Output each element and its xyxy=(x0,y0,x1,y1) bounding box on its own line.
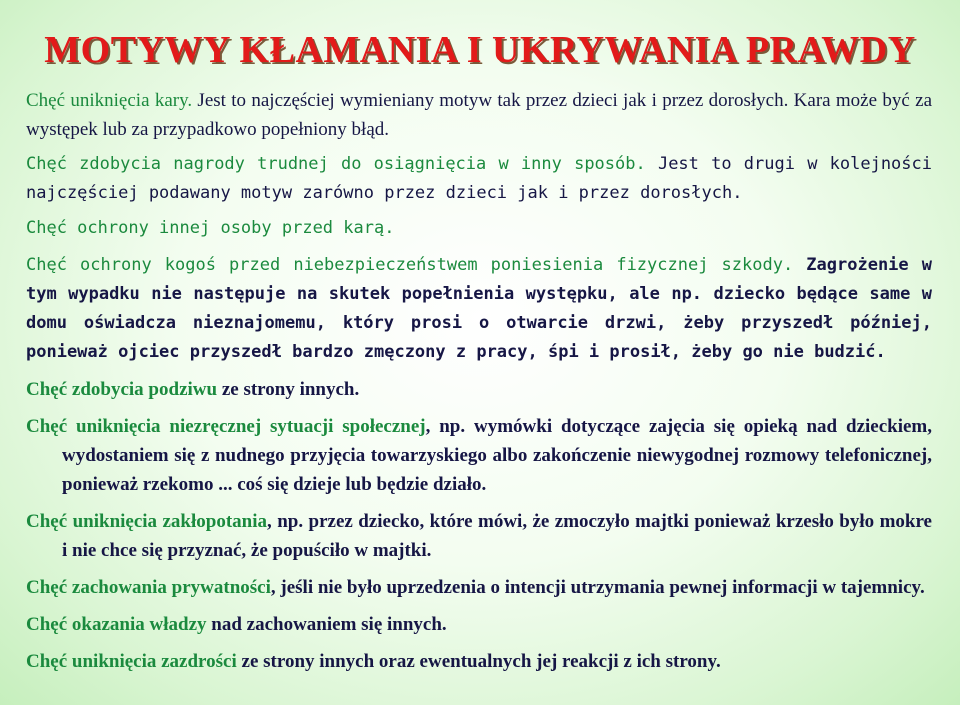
motive-text: Zagrożenie w tym wypadku nie następuje na skutek popełnienia występku, ale np. dziecko będące same w domu oświadcza nieznajomemu, który prosi o otwarcie drzwi, żeby przyszedł później, ponieważ ojciec przyszedł bardzo zmęczony z pracy, śpi i prosił, żeby go nie budzić. xyxy=(26,255,932,362)
motive-list xyxy=(26,86,932,676)
motive-item-1 xyxy=(26,86,932,144)
motive-text: ze strony innych oraz ewentualnych jej reakcji z ich strony. xyxy=(236,651,721,672)
motive-head: Chęć zachowania prywatności xyxy=(26,577,271,598)
motive-head: Chęć okazania władzy xyxy=(26,614,207,635)
motive-head: Chęć uniknięcia kary. xyxy=(26,90,193,111)
motive-text: ze strony innych. xyxy=(217,379,360,400)
motive-item-2 xyxy=(26,150,932,208)
motive-text: Jest to najczęściej wymieniany motyw tak przez dzieci jak i przez dorosłych. Kara może być za występek lub za przypadkowo popełniony błąd. xyxy=(26,90,932,140)
motive-head: Chęć uniknięcia niezręcznej sytuacji społecznej xyxy=(26,416,426,437)
motive-text: nad zachowaniem się innych. xyxy=(206,614,447,635)
motive-head: Chęć uniknięcia zazdrości xyxy=(26,651,237,672)
motive-head: Chęć zdobycia podziwu xyxy=(26,379,218,400)
motive-item-5 xyxy=(26,375,932,404)
motive-item-8 xyxy=(26,573,932,602)
motive-head: Chęć uniknięcia zakłopotania xyxy=(26,511,268,532)
motive-text: , np. przez dziecko, które mówi, że zmoczyło majtki ponieważ krzesło było mokre i nie chce się przyznać, że popuściło w majtki. xyxy=(62,511,932,561)
motive-head: Chęć ochrony kogoś przed niebezpieczeństwem poniesienia fizycznej szkody. xyxy=(26,255,794,275)
motive-text: Jest to drugi w kolejności najczęściej podawany motyw zarówno przez dzieci jak i przez dorosłych. xyxy=(26,154,932,203)
motive-head: Chęć ochrony innej osoby przed karą. xyxy=(26,218,395,238)
motive-text: , np. wymówki dotyczące zajęcia się opieką nad dzieckiem, wydostaniem się z nudnego przyjęcia towarzyskiego albo zakończenie niewygodnej rozmowy telefonicznej, ponieważ rzekomo ... coś się dzieje lub będzie działo. xyxy=(62,416,932,495)
motive-item-6 xyxy=(26,412,932,499)
slide-title: MOTYWY KŁAMANIA I UKRYWANIA PRAWDY xyxy=(44,29,916,71)
motive-item-9 xyxy=(26,610,932,639)
motive-head: Chęć zdobycia nagrody trudnej do osiągnięcia w inny sposób. xyxy=(26,154,646,174)
motive-text: , jeśli nie było uprzedzenia o intencji utrzymania pewnej informacji w tajemnicy. xyxy=(270,577,925,598)
motive-item-7 xyxy=(26,507,932,565)
motive-item-10 xyxy=(26,647,932,676)
motive-item-3 xyxy=(26,214,932,243)
motive-item-4 xyxy=(26,251,932,367)
